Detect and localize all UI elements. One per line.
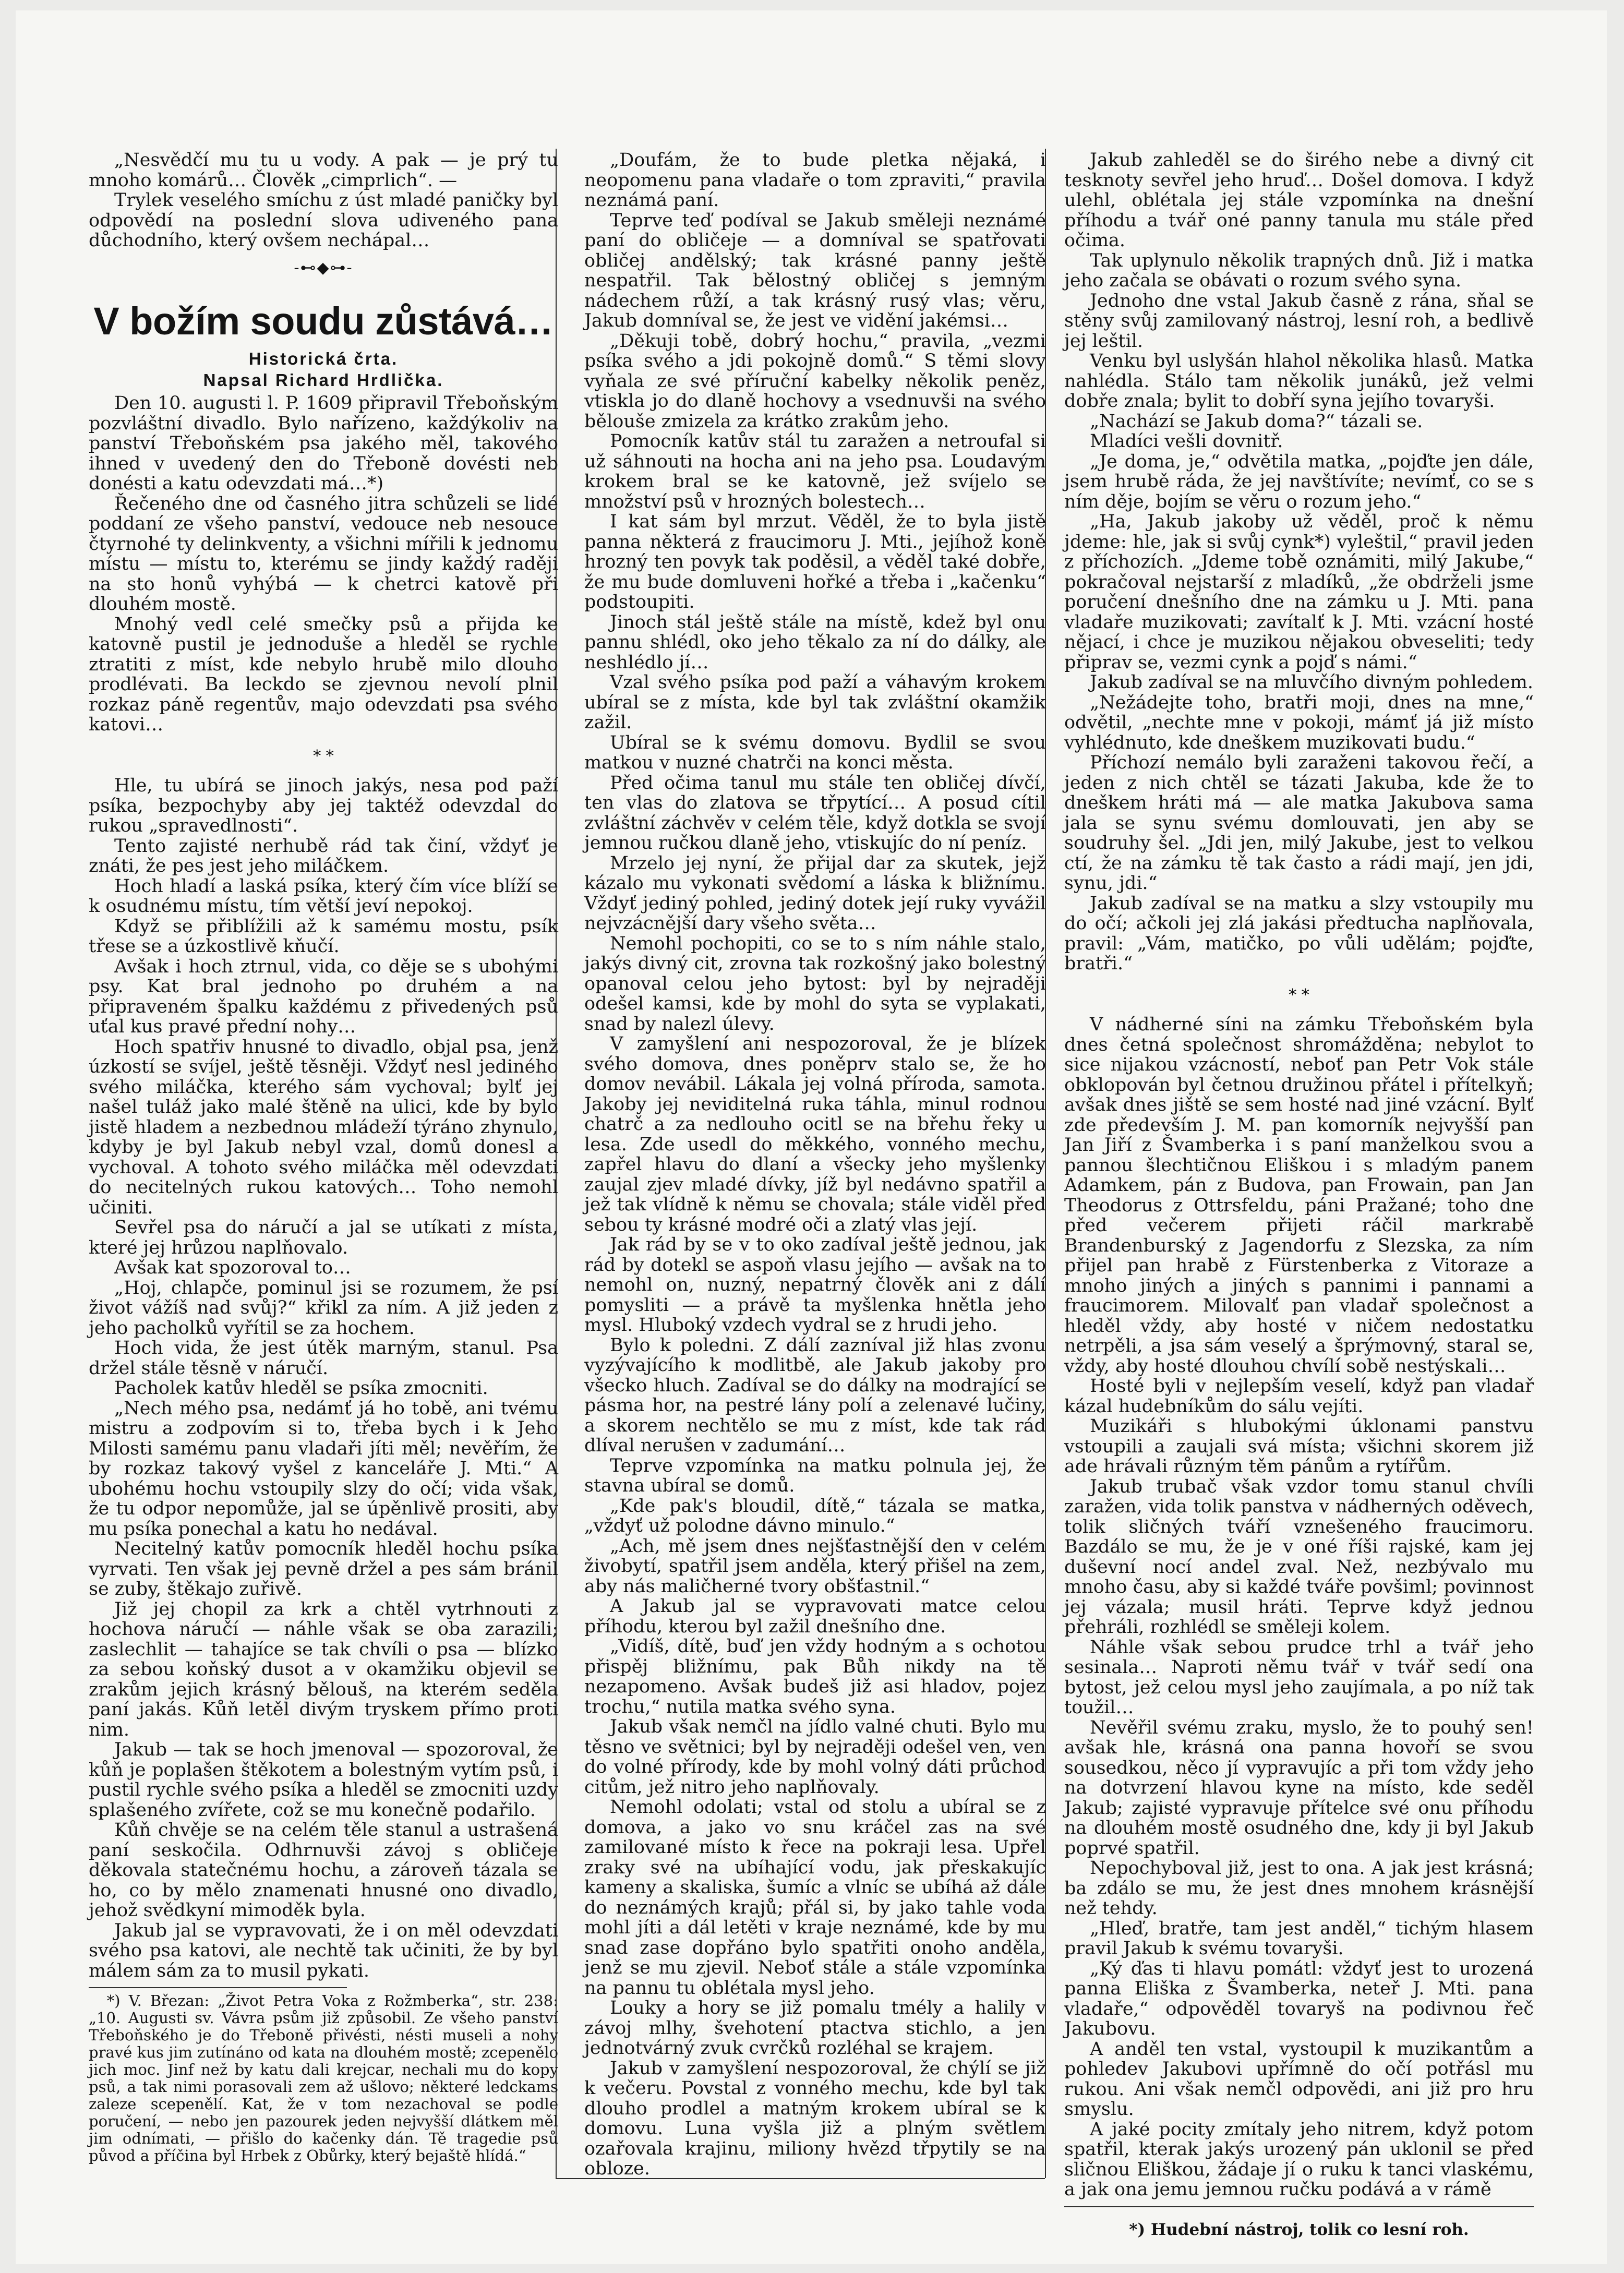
paragraph: „Ký ďas ti hlavu pomátl: vždyť jest to urozená panna Eliška z Švamberka, neteř J. Mti. pana vladaře,“ odpověděl tovaryš na podivnou řeč Jakubovu. — [1064, 1958, 1534, 2039]
section-break-stars: * * — [313, 747, 334, 765]
paragraph: „Ha, Jakub jakoby už věděl, proč k němu jdeme: hle, jak si svůj cynk*) vyleštil,“ pravil jeden z příchozích. „Jdeme tobě oznámiti, milý Jakube,“ pokračoval nejstarší z mladíků, „že obdrželi jsme poručení dnešního dne na zámku u J. Mti. pana vladaře muzikovati; zavítalť k J. Mti. vzácní hosté nějací, i chce je muzikou nějakou obveseliti; tedy připrav se, vezmi cynk a pojď s námi.“ — [1064, 511, 1534, 673]
paragraph: Venku byl uslyšán hlahol několika hlasů. Matka nahlédla. Stálo tam několik junáků, jež velmi dobře znala; bylit to dobří syna jejího tovaryši. — [1064, 351, 1534, 412]
column-2 — [584, 150, 1046, 2179]
paragraph: Mnohý vedl celé smečky psů a přijda ke katovně pustil je jednoduše a hleděl se rychle ztratiti z míst, kde nebylo hrubě milo dlouho prodlévati. Ba leckdo se zjevnou nevolí plnil rozkaz páně regentův, majo odevzdati psa svého katovi… — [89, 614, 558, 735]
paragraph: Muzikáři s hlubokými úklonami panstvu vstoupili a zaujali svá místa; všichni skorem již ade hrávali různým těm pánům a rytířům. — [1064, 1416, 1534, 1477]
paragraph: „Nech mého psa, nedámť já ho tobě, ani tvému mistru a zodpovím si to, třeba bych i k Jeho Milosti samému panu vladaři jíti měl; nevěřím, že by rozkaz takový vyšel z kanceláře J. Mti.“ A ubohému hochu vstoupily slzy do očí; vida však, že tu odpor nepomůže, jal se úpěnlivě prositi, aby mu psíka ponechal a katu ho nedával. — [89, 1398, 558, 1540]
paragraph: Jakub — tak se hoch jmenoval — spozoroval, že kůň je poplašen štěkotem a bolestným vytím psů, i pustil rychle svého psíka a hleděl se zmocniti uzdy splašeného zvířete, což se mu konečně podařilo. — [89, 1739, 558, 1821]
paragraph: „Nachází se Jakub doma?“ tázali se. — [1090, 411, 1423, 432]
paragraph: Hoch hladí a laská psíka, který čím více blíží se k osudnému místu, tím větší jeví nepokoj. — [89, 875, 558, 917]
paragraph: Pacholek katův hleděl se psíka zmocniti. — [114, 1378, 488, 1399]
newspaper-page — [16, 10, 1607, 2264]
paragraph: Jakub jal se vypravovati, že i on měl odevzdati svého psa katovi, ale nechtě tak učiniti, že by byl málem sám za to musil pykati. — [89, 1920, 558, 1981]
paragraph: Bylo k poledni. Z dálí zazníval již hlas zvonu vyzývajícího k modlitbě, ale Jakub jakoby pro všecko hluch. Zadíval se do dálky na modrající se pásma hor, na pestré lány polí a zelenavé lučiny, a skorem nechtělo se mu z míst, kde tak rád dlíval nerušen v zadumání… — [584, 1334, 1046, 1456]
article-headline: V božím soudu zůstává… — [93, 299, 554, 343]
paragraph: Kůň chvěje se na celém těle stanul a ustrašená paní seskočila. Odhrnuvši závoj s obličeje děkovala statečnému hochu, a zároveň tázala se ho, co by mělo znamenati hnusné ono divadlo, jehož svědkyní mimoděk byla. — [89, 1820, 558, 1921]
paragraph: Nemohl odolati; vstal od stolu a ubíral se z domova, a jako vo snu kráčel zas na své zamilované místo k řece na pokraji lesa. Upřel zraky své na ubíhající vodu, jak přeskakujíc kameny a skaliska, šumíc a vlníc se ubíhá až dále do neznámých krajů; přál si, by jako tahle voda mohl jíti a dál letěti v kraje neznámé, kde by mu snad zase dopřáno bylo spatřiti onoho anděla, jenž se mu zjevil. Neboť stále a stále vzpomínka na pannu tu oblétala mysl jeho. — [584, 1797, 1046, 1999]
paragraph: „Nežádejte toho, bratři moji, dnes na mne,“ odvětil, „nechte mne v pokoji, mámť já již místo vyhlédnuto, kde dneškem muzikovati budu.“ — [1064, 692, 1534, 753]
paragraph: „Ach, mě jsem dnes nejšťastnější den v celém živobytí, spatřil jsem anděla, který přišel na zem, aby nás maličherné tvory obšťastnil.“ — [584, 1535, 1046, 1597]
paragraph: Mladíci vešli dovnitř. — [1090, 431, 1283, 452]
paragraph: Jakub zadíval se na matku a slzy vstoupily mu do očí; ačkoli jej zlá jakási předtucha naplňovala, pravil: „Vám, matičko, po vůli udělám; pojďte, bratři.“ — [1064, 893, 1534, 974]
paragraph: „Nesvědčí mu tu u vody. A pak — je prý tu mnoho komárů… Člověk „cimprlich“. — — [89, 150, 558, 191]
column-3 — [1064, 150, 1534, 2239]
paragraph: Jakub trubač však vzdor tomu stanul chvíli zaražen, vida tolik panstva v nádherných oděvech, tolik sličných tváří vznešeného fraucimoru. Bazdálo se mu, že je v oné říši rajské, kam jej duševní nocí andel zval. Než, nezbývalo mu mnoho času, aby si každé tváře povšiml; povinnost jej vázala; musil hráti. Teprve když jednou přehráli, rozhlédl se směleji kolem. — [1064, 1476, 1534, 1638]
ornament-divider: -⊷◆⊶- — [294, 258, 353, 277]
paragraph: Nevěřil svému zraku, myslo, že to pouhý sen! avšak hle, krásná ona panna hovoří se svou sousedkou, něco jí vypravujíc a při tom vždy jeho na dotvrzení hlavou kyne na místo, kde seděl Jakub; zajisté vypravuje přítelce své onu příhodu na dlouhém mostě osudného dne, kdy ji byl Jakub poprvé spatřil. — [1064, 1717, 1534, 1859]
paragraph: „Vidíš, dítě, buď jen vždy hodným a s ochotou přispěj bližnímu, pak Bůh nikdy na tě nezapomeno. Avšak budeš již asi hladov, pojez trochu,“ nutila matka svého syna. — [584, 1636, 1046, 1717]
paragraph: Hoch vida, že jest útěk marným, stanul. Psa držel stále těsně v náručí. — [89, 1338, 558, 1379]
paragraph: Jakub zadíval se na mluvčího divným pohledem. — [1090, 672, 1533, 693]
paragraph: „Hleď, bratře, tam jest anděl,“ tichým hlasem pravil Jakub k svému tovaryši. — [1064, 1918, 1534, 1959]
paragraph: „Děkuji tobě, dobrý hochu,“ pravila, „vezmi psíka svého a jdi pokojně domů.“ S těmi slovy vyňala ze své příruční kabelky několik peněz, vtiskla jo do dlaně hochovy a vsednuvši na svého běloušе zmizela za krátko zrakům jeho. — [584, 330, 1046, 432]
paragraph: Vzal svého psíka pod paží a váhavým krokem ubíral se z místa, kde byl tak zvláštní okamžik zažil. — [584, 672, 1046, 733]
paragraph: Náhle však sebou prudce trhl a tvář jeho sesinala… Naproti němu tvář v tvář sedí ona bytost, jež celou mysl jeho zaujímala, a po níž tak toužil… — [1064, 1637, 1534, 1718]
paragraph: Řečeného dne od časného jitra schůzeli se lidé poddaní ze všeho panství, vedouce neb nesouce čtyrnohé ty delinkventy, a všichni mířili k jednomu místu — místu to, kterému se jindy každý raději na sto honů vyhýbá — k chetrci katově při dlouhém mostě. — [89, 493, 558, 615]
article-subtitle: Historická črta. — [248, 349, 399, 368]
paragraph: Pomocník katův stál tu zaražen a netroufal si už sáhnouti na hocha ani na jeho psa. Loudavým krokem bral se ke katovně, jež svíjelo se množství psů v hrozných bolestech… — [584, 431, 1046, 512]
paragraph: Jakub však nemčl na jídlo valné chuti. Bylo mu těsno ve světnici; byl by nejraději odešel ven, ven do volné přírody, kde by mohl volný dáti průchod citům, jež nitro jeho naplňovaly. — [584, 1716, 1046, 1798]
footnote-rule — [1064, 2206, 1534, 2207]
paragraph: Jakub v zamyšlení nespozoroval, že chýlí se již k večeru. Povstal z vonného mechu, kde byl tak dlouho prodlel a matným krokem ubíral se k domovu. Luna vyšla již a plným světlem ozařovala krajinu, miliony hvězd třpytily se na obloze. — [584, 2058, 1046, 2179]
paragraph: Jinoch stál ještě stále na místě, kdež byl onu pannu shlédl, oko jeho těkalo za ní do dálky, ale neshlédlo jí… — [584, 611, 1046, 673]
paragraph: Teprve teď podíval se Jakub směleji neznámé paní do obličeje — a domníval se spatřovati obličej andělský; tak krásné panny ještě nespatřil. Tak bělostný obličej s jemným nádechem růží, a tak krásný rusý vlas; věru, Jakub domníval se, že jest ve vidění jakémsi… — [584, 210, 1046, 331]
paragraph: Tak uplynulo několik trapných dnů. Již i matka jeho začala se obávati o rozum svého syna. — [1064, 250, 1534, 291]
footnote: *) V. Březan: „Život Petra Voka z Rožmberka“, str. 238: „10. Augusti sv. Vávra psům již způsobil. Ze všeho panství Třeboňského je do Třeboně přivésti, nésti museli a nohy pravé kus jim zutínáno od kata na dlouhém mostě; zcepenělo jich moc. Jinf než by katu dali krejcar, nechali mu do kopy psů, a tak nimi porasovali zem až ušlovo; některé ledckams zaleze scepenělí. Kat, že v tom nezachoval se podle poručení, — nebo jen pazourek jeden nejvyšší dlátkem měl jim odnímati, — přišlo do kačenky dán. Tě tragedie psů původ a příčina byl Hrbek z Obůrky, který bejaště hlídá.“ — [89, 1992, 558, 2164]
paragraph: Den 10. augusti l. P. 1609 připravil Třeboňským pozvláštní divadlo. Bylo nařízeno, každýkoliv na panství Třeboňském psa jakého měl, takového ihned v uvedený den do Třeboně dovésti neb donésti a katu odevzdati má…*) — [89, 393, 558, 494]
paragraph: V nádherné síni na zámku Třeboňském byla dnes četná společnost shromážděna; nebylot to sice nijakou vzácností, neboť pan Petr Vok stále obklopován byl četnou družinou přátel i přítelkyň; avšak dnes jiště se sem hosté nad jiné vzácní. Bylť zde především J. M. pan komorník nejvyšší pan Jan Jiří z Švamberka i s paní manželkou svou a pannou šlechtičnou Eliškou i s mladým panem Adamkem, pán z Budova, pan Frowain, pan Jan Theodorus z Ottrsfeldu, páni Pražané; toho dne před večerem přijeti ráčil markrabě Brandenburský z Jagendorfu z Slezska, za ním přijel pan hrabě z Fürstenberka z Vitoraze a mnoho jiných a jiných s pannimi i pannami a fraucimorem. Milovalť pan vladař společnost a hleděl vždy, aby hosté v ničem nedostatku netrpěli, a jsa sám veselý a šprýmovný, staral se, vždy, aby hosté dlouhou chvílí sobě nestýskali… — [1064, 1014, 1534, 1377]
paragraph: Jakub zahleděl se do širého nebe a divný cit tesknoty sevřel jeho hruď… Došel domova. I když ulehl, oblétala jej stále vzpomínka na dnešní příhodu a tvář oné panny tanula mu stále před očima. — [1064, 150, 1534, 251]
footnote: *) Hudební nástroj, tolik co lesní roh. — [1129, 2220, 1469, 2239]
paragraph: Hosté byli v nejlepším veselí, když pan vladař kázal hudebníkům do sálu vejíti. — [1064, 1376, 1534, 1417]
paragraph: „Hoj, chlapče, pominul jsi se rozumem, že psí život vážíš nad svůj?“ křikl za ním. A již jeden z jeho pacholků vyřítil se za hochem. — [89, 1277, 558, 1339]
paragraph: Trylek veselého smíchu z úst mladé paničky byl odpovědí na poslední slova udiveného pana důchodního, který ovšem nechápal… — [89, 190, 558, 251]
paragraph: Před očima tanul mu stále ten obličej dívčí, ten vlas do zlatova se třpytící… A posud cítil zvláštní záchvěv v celém těle, když dotkla se svojí jemnou ručkou dlaně jeho, vtiskujíc do ní peníz. — [584, 772, 1046, 853]
paragraph: A anděl ten vstal, vystoupil k muzikantům a pohledev Jakubovi upřímně do očí potřásl mu rukou. Ani však nemčl odpovědi, ani již pro hru smyslu. — [1064, 2038, 1534, 2120]
paragraph: Hle, tu ubírá se jinoch jakýs, nesa pod paží psíka, bezpochyby aby jej taktéž odevzdal do rukou „spravedlnosti“. — [89, 775, 558, 836]
paragraph: Necitelný katův pomocník hleděl hochu psíka vyrvati. Ten však jej pevně držel a pes sám bránil se zuby, štěkajo zuřivě. — [89, 1538, 558, 1599]
article-byline: Napsal Richard Hrdlička. — [203, 370, 444, 390]
paragraph: „Je doma, je,“ odvětila matka, „pojďte jen dále, jsem hrubě ráda, že jej navštívíte; nevímť, co se s ním děje, bojím se věru o rozum jeho.“ — [1064, 451, 1534, 512]
paragraph: V zamyšlení ani nespozoroval, že je blízek svého domova, dnes poněprv stalo se, že ho domov nevábil. Lákala jej volná příroda, samota. Jakoby jej neviditelná ruka táhla, minul rodnou chatrč a za nedlouho ocitl se na břehu řeky u lesa. Zde usedl do měkkého, vonného mechu, zapřel hlavu do dlaní a všecky jeho myšlenky zaujal zjev mladé dívky, jíž byl nedávno spatřil a jež tak vlídně k němu se chovala; stále viděl před sebou ty krásné modré oči a zlatý vlas její. — [584, 1033, 1046, 1235]
paragraph: Tento zajisté nerhubě rád tak činí, vždyť je znáti, že pes jest jeho miláčkem. — [89, 835, 558, 876]
paragraph: Teprve vzpomínka na matku polnula jej, že stavna ubíral se domů. — [584, 1455, 1046, 1496]
paragraph: Příchozí nemálo byli zaraženi takovou řečí, a jeden z nich chtěl se tázati Jakuba, kde že to dneškem hráti má — ale matka Jakubova sama jala se synu svému domlouvati, jen aby se soudruhy šel. „Jdi jen, milý Jakube, jest to velkou ctí, že na zámku tě tak často a rádi mají, jen jdi, synu, jdi.“ — [1064, 752, 1534, 894]
column-1 — [89, 150, 558, 2169]
paragraph: Nepochyboval již, jest to ona. A jak jest krásná; ba zdálo se mu, že jest dnes mnohem krásnější než tehdy. — [1064, 1858, 1534, 1919]
paragraph: „Doufám, že to bude pletka nějaká, i neopomenu pana vladaře o tom zpraviti,“ pravila neznámá paní. — [584, 150, 1046, 211]
paragraph: Ubíral se k svému domovu. Bydlil se svou matkou v nuzné chatrči na konci města. — [584, 732, 1046, 773]
paragraph: A jaké pocity zmítaly jeho nitrem, když potom spatřil, kterak jakýs urozený pán uklonil se před sličnou Eliškou, žádaje jí o ruku k tanci vlaskému, a jak ona jemu jemnou ručku podává a v rámě — [1064, 2119, 1534, 2200]
paragraph: Již jej chopil za krk a chtěl vytrhnouti z hochova náručí — náhle však se oba zarazili; zaslechlit — tahajíce se tak chvíli o psa — blízko za sebou koňský dusot a v okamžiku objevil se zrakům jejich krásný bělouš, na kterém seděla paní jakás. Kůň letěl divým tryskem přímo proti nim. — [89, 1598, 558, 1740]
section-break-stars: * * — [1289, 985, 1309, 1004]
paragraph: Sevřel psa do náručí a jal se utíkati z místa, které jej hrůzou naplňovalo. — [89, 1217, 558, 1258]
paragraph: A Jakub jal se vypravovati matce celou příhodu, kterou byl zažil dnešního dne. — [584, 1596, 1046, 1637]
paragraph: Jednoho dne vstal Jakub časně z rána, sňal se stěny svůj zamilovaný nástroj, lesní roh, a bedlivě jej leštil. — [1064, 290, 1534, 352]
paragraph: Nemohl pochopiti, co se to s ním náhle stalo, jakýs divný cit, zrovna tak rozkošný jako bolestný opanoval celou jeho bytost: byl by nejraději odešel kamsi, kde by mohl do syta se vyplakati, snad by nalezl úlevy. — [584, 933, 1046, 1035]
paragraph: „Kde pak's bloudil, dítě,“ tázala se matka, „vždyť už polodne dávno minulo.“ — [584, 1495, 1046, 1536]
paragraph: Avšak i hoch ztrnul, vida, co děje se s ubohými psy. Kat bral jednoho po druhém a na připraveném špalku každému z přivedených psů uťal kus pravé přední nohy… — [89, 956, 558, 1037]
paragraph: Když se přiblížili až k samému mostu, psík třese se a úzkostlivě kňučí. — [89, 916, 558, 957]
footnote-rule — [89, 1987, 347, 1988]
paragraph: Louky a hory se již pomalu tmély a halily v závoj mlhy, švehotení ptactva stichlo, a jen jednotvárný zvuk cvrčků rozléhal se krajem. — [584, 1998, 1046, 2059]
paragraph: Avšak kat spozoroval to… — [114, 1257, 351, 1278]
paragraph: Hoch spatřiv hnusné to divadlo, objal psa, jenž úzkostí se svíjel, ještě těsněji. Vždyť nesl jediného svého miláčka, kterého sám vychoval; bylť jej našel tuláž jako malé štěně na ulici, kde by bylo jistě hladem a nezbednou mládeží týráno zhynulo, kdyby je byl Jakub nebyl vzal, domů donesl a vychoval. A tohoto svého miláčka měl odevzdati do necitelných rukou katových… Toho nemohl učiniti. — [89, 1036, 558, 1218]
paragraph: Jak rád by se v to oko zadíval ještě jednou, jak rád by dotekl se aspoň vlasu jejího — avšak na to nemohl on, nuzný, nepatrný člověk ani z dálí pomysliti — a právě ta myšlenka hnětla jeho mysl. Hluboký vzdech vydral se z hrudi jeho. — [584, 1234, 1046, 1336]
paragraph: Mrzelo jej nyní, že přijal dar za skutek, jejž kázalo mu vykonati svědomí a láska k bližnímu. Vždyť jediný pohled, jediný dotek její ruky vyvážil nejvzácnější dary všeho světa… — [584, 852, 1046, 934]
paragraph: I kat sám byl mrzut. Věděl, že to byla jistě panna některá z fraucimoru J. Mti., jejíhož koně hrozný ten povyk tak poděsil, a věděl také dobře, že mu bude domluveni hořké a třeba i „kačenku“ podstoupiti. — [584, 511, 1046, 612]
